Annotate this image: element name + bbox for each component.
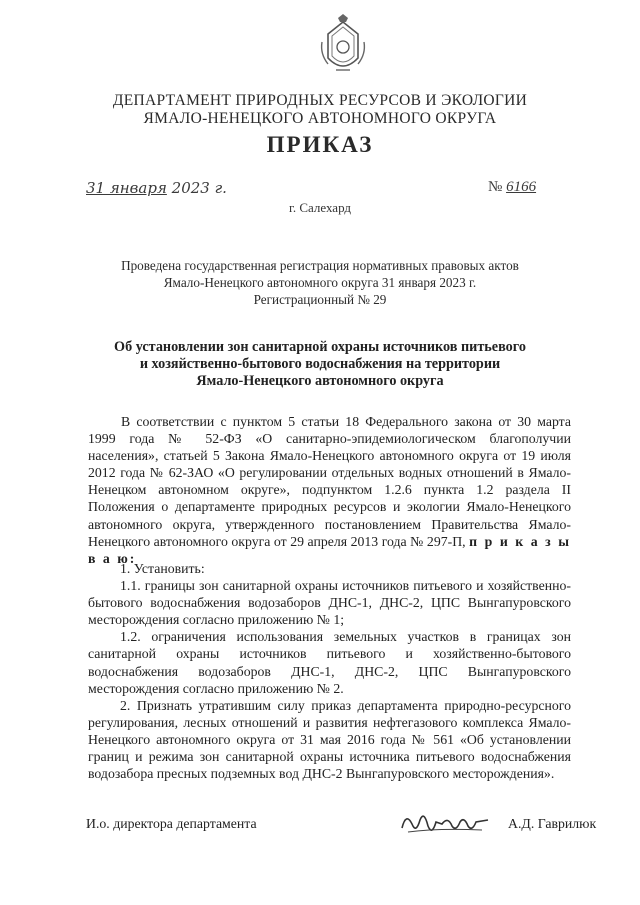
handwritten-number: 6166 bbox=[506, 179, 537, 195]
item-2: 2. Признать утратившим силу приказ департамента природно-ресурсного регулирования, лесных отношений и развития нефтегазового комплекса Ямало-Ненецкого автономного округа от 31 мая 2016 года № 561 «Об установлении границ и режима зон санитарной охраны источника питьевого водоснабжения водозабора пресных подземных вод ДНС-2 Вынгапуровского месторождения». bbox=[88, 697, 571, 782]
order-number bbox=[488, 179, 536, 196]
handwritten-date: 31 января bbox=[86, 179, 167, 197]
handwritten-signature bbox=[398, 806, 492, 840]
preamble-paragraph bbox=[88, 413, 571, 567]
department-region: ЯМАЛО-НЕНЕЦКОГО АВТОНОМНОГО ОКРУГА bbox=[143, 110, 497, 127]
document-type-heading: ПРИКАЗ bbox=[266, 132, 374, 157]
title-line-2: и хозяйственно-бытового водоснабжения на территории bbox=[139, 356, 501, 372]
signatory-position: И.о. директора департамента bbox=[86, 816, 257, 831]
department-name: ДЕПАРТАМЕНТ ПРИРОДНЫХ РЕСУРСОВ И ЭКОЛОГИИ bbox=[112, 92, 528, 109]
preamble bbox=[88, 413, 571, 567]
city-name: г. Салехард bbox=[288, 200, 352, 215]
signatory-name: А.Д. Гаврилюк bbox=[508, 816, 597, 831]
title-line-3: Ямало-Ненецкого автономного округа bbox=[196, 373, 444, 389]
order-title bbox=[0, 339, 640, 390]
order-items bbox=[88, 560, 571, 782]
order-date bbox=[86, 179, 227, 197]
item-1: 1. Установить: bbox=[120, 561, 205, 576]
item-1-1: 1.1. границы зон санитарной охраны источников питьевого и хозяйственно-бытового водоснабжения водозаборов ДНС-1, ДНС-2, ЦПС Вынгапуровского месторождения согласно приложению № 1; bbox=[88, 578, 571, 628]
item-1-2: 1.2. ограничения использования земельных участков в границах зон санитарной охраны источников питьевого и хозяйственно-бытового водоснабжения водозаборов ДНС-1, ДНС-2, ЦПС Вынгапуровского месторождения согласно приложению № 2. bbox=[88, 629, 571, 696]
directive-word: п р и к а з ы в а ю: bbox=[88, 533, 572, 566]
number-sign: № bbox=[488, 179, 503, 195]
registration-number: Регистрационный № 29 bbox=[253, 292, 387, 307]
coat-of-arms-icon bbox=[318, 14, 368, 78]
preamble-text: В соответствии с пунктом 5 статьи 18 Федерального закона от 30 марта 1999 года № 52-ФЗ «О санитарно-эпидемиологическом благополучии населения», статьей 5 Закона Ямало-Ненецкого автономного округа от 19 июля 2012 года № 62-ЗАО «О регулировании отдельных водных отношений в Ямало-Ненецком автономном округе», подпунктом 1.2.6 пункта 1.2 раздела II Положения о департаменте природных ресурсов и экологии Ямало-Ненецкого автономного округа, утвержденного постановлением Правительства Ямало-Ненецкого автономного округа от 29 апреля 2013 года № 297-П, bbox=[88, 414, 571, 549]
title-line-1: Об установлении зон санитарной охраны источников питьевого bbox=[114, 339, 526, 355]
registration-line-2: Ямало-Ненецкого автономного округа 31 января 2023 г. bbox=[163, 275, 477, 290]
order-year: 2023 г. bbox=[171, 179, 227, 197]
registration-line-1: Проведена государственная регистрация нормативных правовых актов bbox=[121, 258, 519, 273]
